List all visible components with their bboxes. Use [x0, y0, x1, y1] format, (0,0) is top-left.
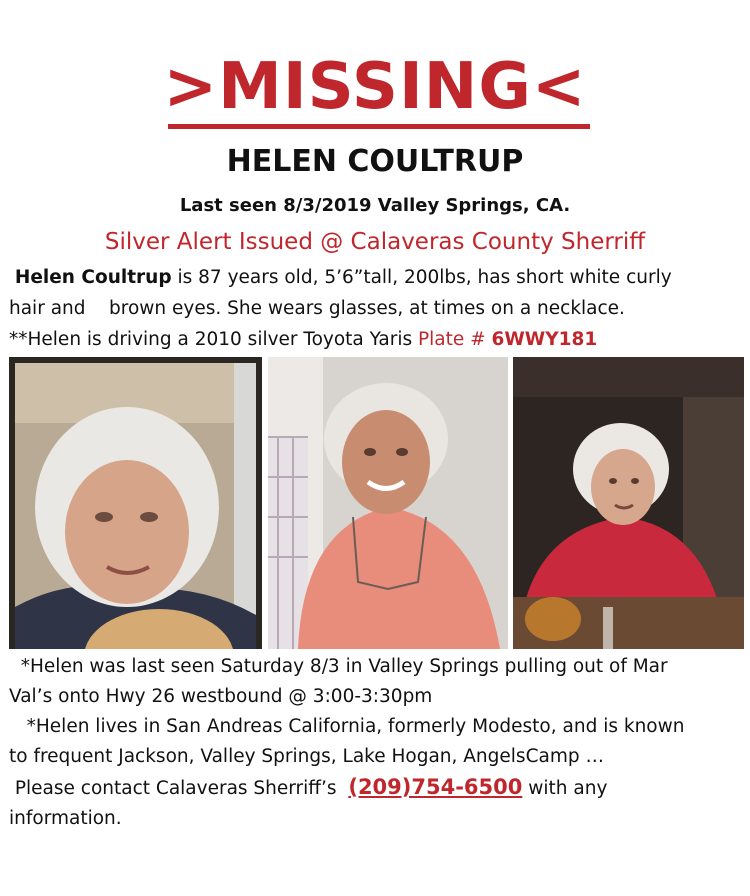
- person-name: HELEN COULTRUP: [226, 144, 524, 179]
- details-line-3: *Helen lives in San Andreas California, formerly Modesto, and is known: [9, 716, 685, 737]
- description-line-1-rest: is 87 years old, 5’6”tall, 200lbs, has short white curly: [171, 267, 672, 288]
- photo-strip: [9, 357, 744, 649]
- details-block: [9, 652, 744, 834]
- contact-line-2: information.: [9, 808, 122, 829]
- details-line-2: Val’s onto Hwy 26 westbound @ 3:00-3:30pm: [9, 686, 433, 707]
- vehicle-text: **Helen is driving a 2010 silver Toyota Yaris: [9, 329, 418, 350]
- photo-red-sweater: [513, 357, 744, 649]
- details-line-4: to frequent Jackson, Valley Springs, Lake Hogan, AngelsCamp …: [9, 746, 604, 767]
- last-seen-text: Last seen 8/3/2019 Valley Springs, CA.: [179, 195, 571, 216]
- description-line-2: hair and brown eyes. She wears glasses, at times on a necklace.: [9, 298, 625, 319]
- contact-suffix: with any: [522, 778, 608, 799]
- missing-title: >MISSING<: [163, 50, 587, 124]
- description-block: [9, 262, 744, 355]
- plate-label: Plate #: [418, 329, 492, 350]
- details-line-1: *Helen was last seen Saturday 8/3 in Valley Springs pulling out of Mar: [9, 656, 668, 677]
- plate-number: 6WWY181: [491, 329, 598, 350]
- phone-number-link[interactable]: (209)754-6500: [348, 775, 523, 799]
- contact-prefix: Please contact Calaveras Sherriff’s: [9, 778, 349, 799]
- silver-alert-text: Silver Alert Issued @ Calaveras County Sherriff: [104, 229, 646, 255]
- contact-line: [9, 772, 744, 804]
- description-name: Helen Coultrup: [14, 267, 172, 288]
- photo-pink-shirt: [268, 357, 508, 649]
- description-line-3: [9, 324, 744, 355]
- title-underline: [168, 124, 590, 129]
- description-line-1: [9, 262, 744, 293]
- photo-closeup: [9, 357, 262, 649]
